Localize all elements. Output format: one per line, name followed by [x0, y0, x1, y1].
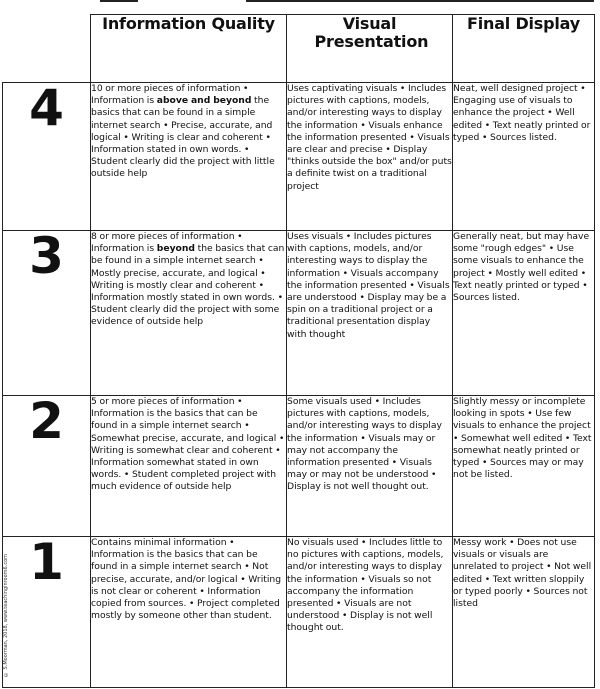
criteria-text: Neat, well designed project • Engaging use of visuals to enhance the project • Well edited • Text neatly printed or typed • Sources listed.	[453, 83, 591, 143]
score-cell-3	[3, 227, 91, 396]
score-row-2	[3, 396, 595, 537]
header-final-display: Final Display	[453, 15, 595, 83]
score-cell-4	[3, 79, 91, 231]
information-quality-cell	[91, 537, 287, 688]
score-cell-2	[3, 392, 91, 537]
criteria-text: Messy work • Does not use visuals or visuals are unrelated to project • Not well edited • Text written sloppily or typed poorly • Sources not listed	[453, 537, 592, 610]
emphasis-text: beyond	[156, 243, 195, 255]
criteria-text: Uses visuals • Includes pictures with captions, models, and/or interesting ways to display the information • Visuals accompany the information presented • Visuals are understood • Display may be a spin on a traditional project or a traditional presentation display with thought	[287, 231, 450, 340]
score-row-1	[3, 537, 595, 688]
criteria-text: 8 or more pieces of information • Information is	[91, 231, 243, 255]
information-quality-cell	[91, 396, 287, 537]
top-rule-right	[246, 0, 594, 2]
information-quality-cell	[91, 83, 287, 231]
visual-presentation-cell	[287, 83, 453, 231]
score-row-3	[3, 231, 595, 396]
copyright-credit: © S.Moorman, 2018, www.teachinginroom6.com	[3, 553, 9, 677]
criteria-text: No visuals used • Includes little to no pictures with captions, models, and/or interesting ways to display the information • Visuals so not accompany the information presented • Visuals are not understood • Display is not well thought out.	[287, 537, 444, 634]
emphasis-text: above and beyond	[156, 95, 252, 107]
score-row-4	[3, 83, 595, 231]
criteria-text: Generally neat, but may have some "rough edges" • Use some visuals to enhance the project • Mostly well edited • Text neatly printed or typed • Sources listed.	[453, 231, 590, 304]
visual-presentation-cell	[287, 537, 453, 688]
top-rule-left	[100, 0, 138, 2]
final-display-cell	[453, 396, 595, 537]
criteria-text: 10 or more pieces of information • Information is	[91, 83, 249, 107]
score-number: 4	[29, 79, 64, 137]
score-number: 3	[29, 227, 64, 285]
header-visual-presentation	[287, 15, 453, 83]
final-display-cell	[453, 83, 595, 231]
criteria-text: 5 or more pieces of information • Information is the basics that can be found in a simple internet search • Somewhat precise, accurate, and logical • Writing is somewhat clear and coherent • Information somewhat stated in own words. • Student completed project with much evidence of outside help	[91, 396, 285, 493]
final-display-cell	[453, 537, 595, 688]
criteria-text: Slightly messy or incomplete looking in spots • Use few visuals to enhance the project • Somewhat well edited • Text somewhat neatly printed or typed • Sources may or may not be listed.	[453, 396, 592, 481]
criteria-text: the basics that can be found in a simple internet search • Precise, accurate, and logical • Writing is clear and coherent • Information stated in own words. • Student clearly did the project with little outside help	[91, 95, 275, 180]
final-display-cell	[453, 231, 595, 396]
criteria-text: Some visuals used • Includes pictures with captions, models, and/or interesting ways to display the information • Visuals may or may not accompany the information presented • Visuals may or may not be understood • Display is not well thought out.	[287, 396, 442, 493]
score-number: 2	[29, 392, 64, 450]
visual-presentation-cell	[287, 396, 453, 537]
score-cell-1	[3, 533, 91, 688]
information-quality-cell	[91, 231, 287, 396]
criteria-text: Uses captivating visuals • Includes pictures with captions, models, and/or interesting ways to display the information • Visuals enhance the information presented • Visuals are clear and precise • Display "thinks outside the box" and/or puts a definite twist on a traditional project	[287, 83, 452, 192]
rubric-table	[2, 14, 595, 688]
corner-cell	[3, 15, 91, 83]
visual-presentation-cell	[287, 231, 453, 396]
header-information-quality: Information Quality	[91, 15, 287, 83]
header-row	[3, 15, 595, 83]
score-number: 1	[29, 533, 64, 591]
criteria-text: the basics that can be found in a simple internet search • Mostly precise, accurate, and logical • Writing is mostly clear and coherent • Information mostly stated in own words. • Student clearly did the project with some evidence of outside help	[91, 243, 285, 328]
criteria-text: Contains minimal information • Information is the basics that can be found in a simple internet search • Not precise, accurate, and/or logical • Writing is not clear or coherent • Information copied from sources. • Project completed mostly by someone other than student.	[91, 537, 282, 622]
header-visual-presentation-label: Visual Presentation	[314, 14, 429, 51]
